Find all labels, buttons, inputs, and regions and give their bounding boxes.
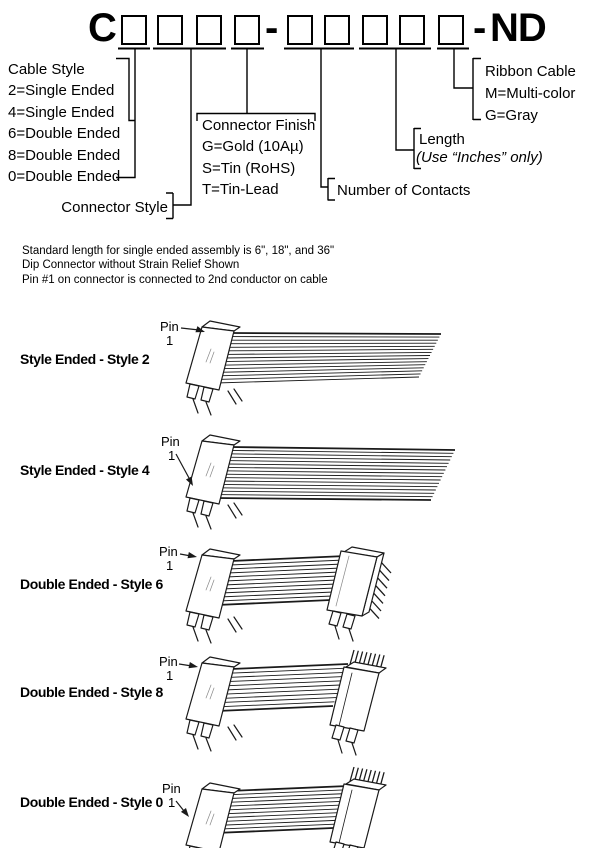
ribbon-cable-lines [217,664,348,711]
pin-number: 1 [168,795,176,810]
diagram-label-style-8: Double Ended - Style 8 [20,684,163,700]
ribbon-cable-lines [215,447,455,500]
pin-1-arrow [180,552,197,558]
connector-finish-title: Connector Finish [202,117,316,134]
cable-assembly-diagram [180,547,391,643]
notes-block [22,244,334,287]
pin-number: 1 [166,558,174,573]
dip-connector-left [186,321,242,415]
part-number-prefix: C [88,6,117,50]
pin-label: Pin [159,654,178,669]
note-line: Standard length for single ended assembly is 6", 18", and 36" [22,245,335,257]
note-line: Dip Connector without Strain Relief Shown [22,259,240,272]
connector-finish-option: G=Gold (10Aµ) [202,138,304,156]
digit-box [324,15,350,45]
dip-connector-left [186,657,242,751]
diagram-label-style-6: Double Ended - Style 6 [20,576,163,592]
callout-length-note: (Use “Inches” only) [416,149,543,166]
digit-box [196,15,222,45]
cable-style-option: 6=Double Ended [8,125,121,143]
diagram-label-style-0: Double Ended - Style 0 [20,794,163,810]
connector-finish-option: T=Tin-Lead [202,181,279,199]
digit-box [157,15,183,45]
part-number-suffix: ND [490,6,546,50]
callout-number-of-contacts: Number of Contacts [337,182,471,199]
callout-connector-finish [202,115,315,201]
note-line: Pin #1 on connector is connected to 2nd conductor on cable [22,273,328,286]
part-number-separator-1: - [265,6,279,50]
cable-style-option: 2=Single Ended [8,82,115,100]
callout-cable-style [8,59,120,187]
dip-connector-right [330,767,386,848]
dip-connector-left [186,435,242,529]
cable-style-title: Cable Style [8,61,85,78]
ribbon-cable-option: G=Gray [485,107,538,124]
diagram-label-style-4: Style Ended - Style 4 [20,462,150,478]
cable-assembly-diagram [176,435,455,529]
pin-label: Pin [160,319,179,334]
ribbon-cable-option: M=Multi-color [485,85,576,102]
digit-box [287,15,313,45]
pin-number: 1 [168,448,176,463]
digit-box [438,15,464,45]
cable-style-option: 0=Double Ended [8,168,121,186]
callout-connector-style: Connector Style [61,199,168,216]
pin-label: Pin [161,434,180,449]
pin-label: Pin [162,781,181,796]
cable-style-option: 8=Double Ended [8,146,121,164]
digit-box [121,15,147,45]
pin-number: 1 [166,333,174,348]
cable-assembly-diagram [176,767,386,848]
part-number-separator-2: - [473,6,487,50]
callout-length-title: Length [419,131,465,148]
ribbon-cable-lines [216,333,441,383]
pin-1-arrow [176,454,193,486]
dip-connector-right [330,650,386,755]
pin-number: 1 [166,668,174,683]
cable-style-option: 4=Single Ended [8,103,115,121]
dip-connector-right [327,547,391,641]
connector-finish-option: S=Tin (RoHS) [202,159,296,177]
digit-box [399,15,425,45]
digit-box [362,15,388,45]
pin-1-arrow [179,662,198,668]
cable-assembly-diagram [181,321,441,415]
digit-box [234,15,260,45]
cable-assembly-diagram [179,650,386,755]
diagram-label-style-2: Style Ended - Style 2 [20,351,150,367]
pin-1-arrow [176,801,189,817]
ribbon-cable-title: Ribbon Cable [485,63,576,80]
pin-label: Pin [159,544,178,559]
callout-ribbon-cable [485,61,576,127]
dip-connector-left [186,783,242,848]
ribbon-cable-lines [217,556,346,605]
